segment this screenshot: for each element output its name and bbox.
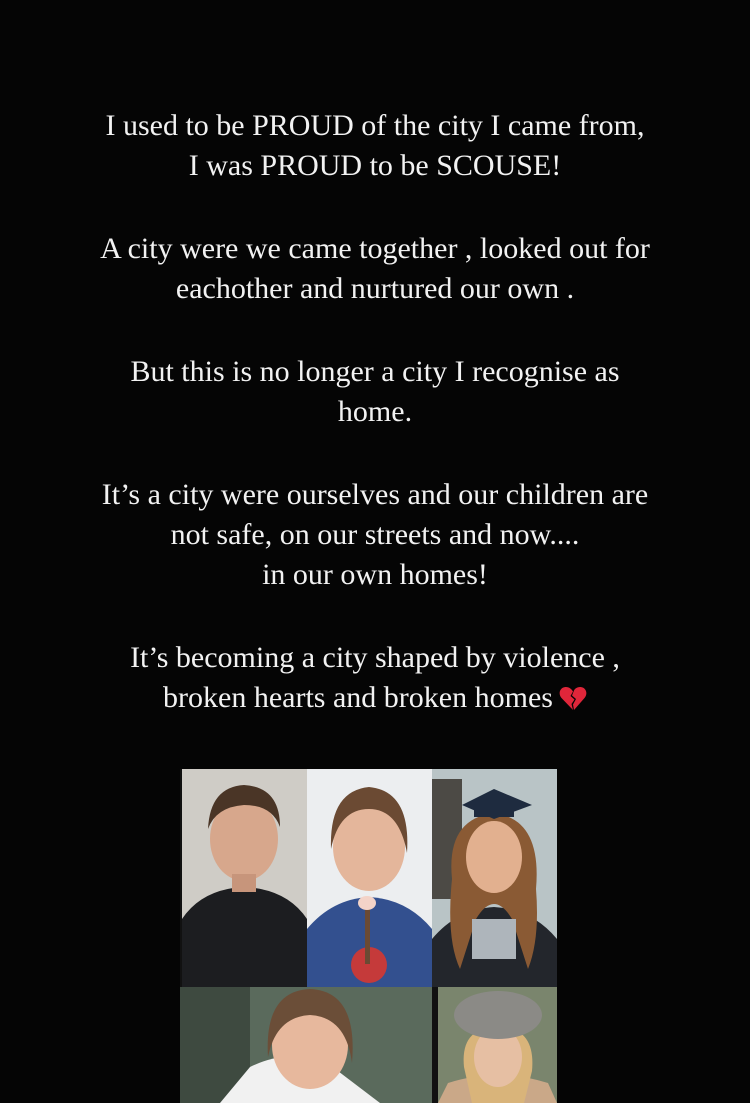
- text-line: home.: [337, 395, 413, 428]
- text-line: broken hearts and broken homes: [163, 681, 553, 714]
- post-text: [0, 106, 750, 761]
- photo-woman-fur-hat: [438, 987, 557, 1103]
- paragraph-4: [0, 475, 750, 595]
- text-line: in our own homes!: [262, 558, 488, 591]
- text-line: But this is no longer a city I recognise as: [130, 355, 620, 388]
- photo-collage: [180, 769, 557, 1103]
- paragraph-1: [0, 106, 750, 186]
- text-line-with-emoji: [0, 678, 750, 718]
- paragraph-2: [0, 229, 750, 309]
- text-line: It’s becoming a city shaped by violence ,: [130, 641, 620, 674]
- paragraph-3: [0, 352, 750, 432]
- text-line: not safe, on our streets and now....: [170, 518, 580, 551]
- text-line: eachother and nurtured our own .: [175, 272, 575, 305]
- broken-heart-icon: [559, 682, 587, 708]
- text-line: A city were we came together , looked out for: [100, 232, 650, 265]
- text-line: I used to be PROUD of the city I came from,: [105, 109, 645, 142]
- text-line: It’s a city were ourselves and our children are: [101, 478, 649, 511]
- photo-graduate: [432, 769, 557, 987]
- photo-girl: [307, 769, 432, 987]
- text-line: I was PROUD to be SCOUSE!: [188, 149, 562, 182]
- paragraph-5: [0, 638, 750, 718]
- photo-child: [180, 987, 432, 1103]
- photo-young-man: [182, 769, 307, 987]
